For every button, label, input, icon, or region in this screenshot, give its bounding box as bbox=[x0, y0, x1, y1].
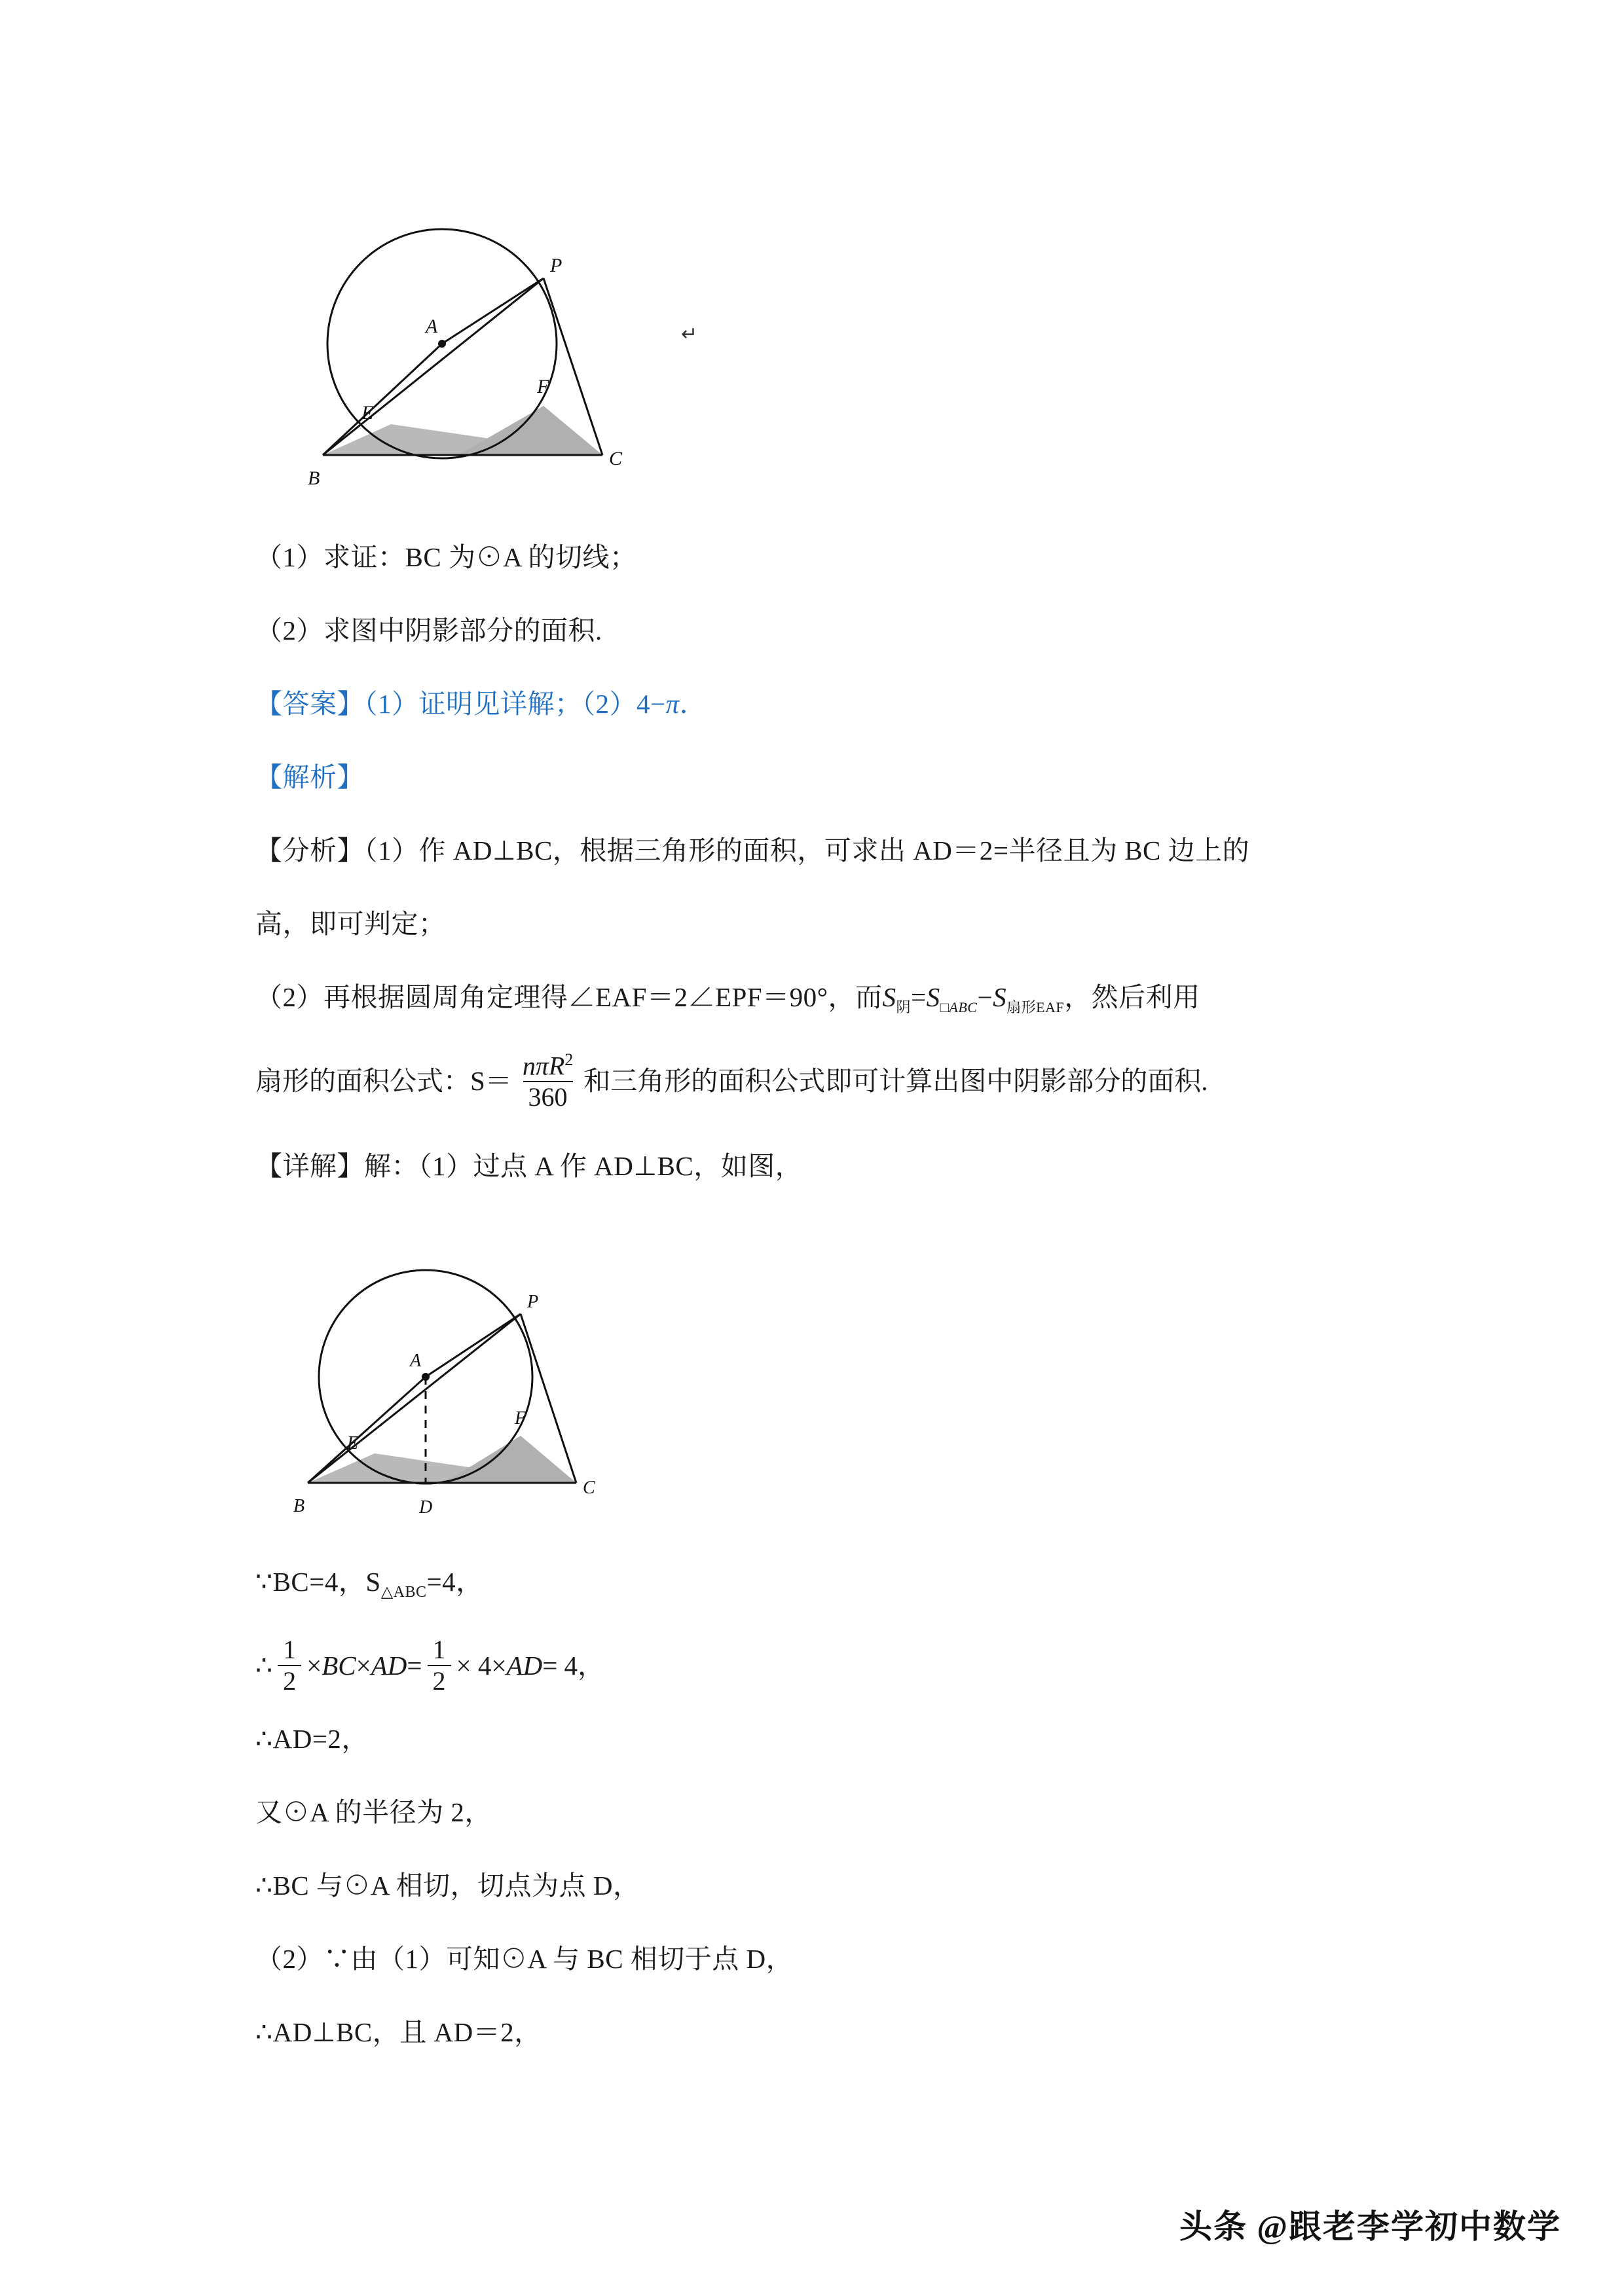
answer-line bbox=[255, 672, 1382, 735]
solution-step-5: ∴BC 与⊙A 相切，切点为点 D， bbox=[255, 1870, 640, 1901]
half-num-1: 1 bbox=[283, 1635, 297, 1665]
step2-ad-2: AD bbox=[506, 1650, 543, 1681]
step2-prefix: ∴ bbox=[255, 1650, 273, 1681]
geometry-figure-1 bbox=[262, 157, 1388, 514]
fraction-numerator bbox=[517, 1051, 578, 1081]
step2-ad: AD bbox=[371, 1650, 407, 1681]
step1-text-a: ∵BC=4，S bbox=[255, 1567, 381, 1597]
watermark: 头条 @跟老李学初中数学 bbox=[1179, 2208, 1561, 2245]
solution-step-4: 又⊙A 的半径为 2， bbox=[255, 1797, 492, 1828]
analysis-text-3a: （2）再根据圆周角定理得∠EAF＝2∠EPF＝90°，而 bbox=[255, 982, 883, 1012]
analysis-text-4a: 扇形的面积公式：S＝ bbox=[255, 1065, 512, 1096]
solution-head bbox=[255, 1135, 1382, 1197]
step2-eq-1: = bbox=[407, 1650, 422, 1681]
figure2-label-C: C bbox=[583, 1478, 595, 1499]
minus-1: − bbox=[977, 982, 993, 1012]
analysis-tag-inline: 【分析】 bbox=[255, 835, 364, 866]
frac-R: R bbox=[548, 1051, 565, 1081]
figure1-label-E: E bbox=[361, 402, 374, 424]
answer-period: ． bbox=[679, 689, 707, 719]
figure1-label-P: P bbox=[550, 255, 563, 276]
s-abc-sub: □ABC bbox=[940, 999, 978, 1016]
s-shadow: S bbox=[882, 982, 896, 1012]
solution-tag: 【详解】 bbox=[255, 1151, 364, 1182]
answer-tag: 【答案】 bbox=[255, 689, 364, 719]
analysis-text-3b: ，然后利用 bbox=[1064, 982, 1200, 1012]
solution-step-2 bbox=[255, 1634, 1382, 1697]
answer-pi: π bbox=[665, 689, 680, 719]
half-fraction-2 bbox=[428, 1636, 451, 1695]
half-num-2: 1 bbox=[432, 1635, 446, 1665]
question-2: （2）求图中阴影部分的面积. bbox=[255, 615, 602, 646]
half-fraction-1 bbox=[278, 1636, 301, 1695]
paragraph-mark: ↵ bbox=[681, 323, 698, 345]
frac-exp: 2 bbox=[564, 1050, 574, 1070]
figure1-label-A: A bbox=[426, 316, 438, 337]
analysis-line-2: 高，即可判定； bbox=[255, 909, 446, 939]
frac-pi: π bbox=[535, 1051, 549, 1081]
document-content bbox=[255, 0, 1382, 2064]
solution-step-6: （2）∵由（1）可知⊙A 与 BC 相切于点 D， bbox=[255, 1944, 794, 1975]
figure2-label-A: A bbox=[410, 1351, 422, 1372]
step2-mul-1: × bbox=[306, 1650, 322, 1681]
figure2-label-P: P bbox=[527, 1292, 539, 1313]
figure2-label-E: E bbox=[347, 1433, 359, 1454]
geometry-figure-2 bbox=[262, 1208, 1388, 1539]
sector-area-fraction bbox=[517, 1051, 578, 1111]
figure2-label-B: B bbox=[293, 1496, 305, 1517]
figure2-label-D: D bbox=[419, 1497, 433, 1518]
frac-n: n bbox=[522, 1051, 536, 1081]
s-sector-sub: 扇形EAF bbox=[1006, 999, 1065, 1016]
analysis-line-1 bbox=[255, 819, 1382, 882]
analysis-line-4 bbox=[255, 1049, 1382, 1112]
step1-sub: △ABC bbox=[380, 1584, 427, 1601]
eq-1: = bbox=[911, 982, 927, 1012]
figure1-label-B: B bbox=[308, 467, 320, 489]
solution-step-7: ∴AD⊥BC，且 AD＝2， bbox=[255, 2017, 542, 2048]
analysis-tag: 【解析】 bbox=[255, 762, 364, 792]
step2-eq-2: = 4 bbox=[542, 1650, 578, 1681]
solution-step-3: ∴AD=2， bbox=[255, 1724, 369, 1755]
analysis-line-3 bbox=[255, 966, 1382, 1039]
s-abc: S bbox=[926, 982, 940, 1012]
solution-head-text: 解：（1）过点 A 作 AD⊥BC，如图， bbox=[364, 1151, 803, 1182]
figure1-label-F: F bbox=[537, 376, 549, 397]
step2-comma: ， bbox=[578, 1650, 605, 1681]
step1-text-b: =4， bbox=[426, 1567, 483, 1597]
half-den-2: 2 bbox=[428, 1665, 451, 1695]
figure1-label-C: C bbox=[609, 448, 623, 469]
fraction-denominator: 360 bbox=[523, 1081, 573, 1111]
step2-mul-3: × 4× bbox=[456, 1650, 507, 1681]
s-sector: S bbox=[993, 982, 1007, 1012]
analysis-text-1: （1）作 AD⊥BC，根据三角形的面积，可求出 AD＝2=半径且为 BC 边上的 bbox=[364, 835, 1250, 866]
step2-bc: BC bbox=[322, 1650, 356, 1681]
analysis-text-4b: 和三角形的面积公式即可计算出图中阴影部分的面积. bbox=[583, 1065, 1208, 1096]
step2-mul-2: × bbox=[356, 1650, 371, 1681]
answer-text: （1）证明见详解；（2）4 bbox=[364, 689, 650, 719]
figure2-label-F: F bbox=[515, 1408, 526, 1429]
answer-minus: − bbox=[650, 689, 666, 719]
question-1: （1）求证：BC 为⊙A 的切线； bbox=[255, 542, 637, 572]
half-den-1: 2 bbox=[278, 1665, 301, 1695]
s-shadow-sub: 阴 bbox=[896, 999, 912, 1016]
solution-step-1 bbox=[255, 1550, 1382, 1624]
